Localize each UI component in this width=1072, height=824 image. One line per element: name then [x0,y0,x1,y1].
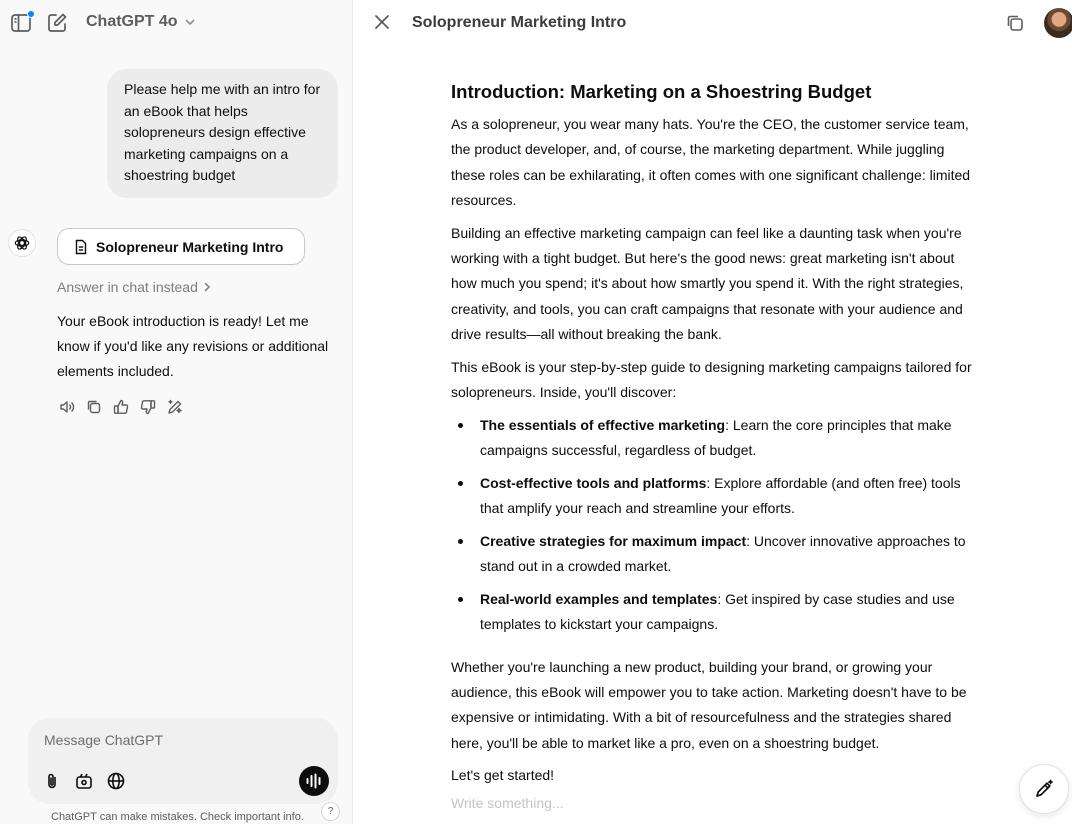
list-item-text: : Explore affordable (and often free) tools that amplify your reach and streamline your efforts. [480,474,961,517]
spacer [451,646,976,655]
attach-icon[interactable] [41,770,63,792]
new-chat-icon[interactable] [46,12,68,34]
list-item-text: : Learn the core principles that make campaigns successful, regardless of budget. [480,416,952,459]
canvas-title: Solopreneur Marketing Intro [412,14,627,31]
canvas-chip-label: Solopreneur Marketing Intro [96,238,284,255]
list-item-text: : Uncover innovative approaches to stand out in a crowded market. [480,532,966,575]
avatar[interactable] [1044,8,1072,38]
thumbs-down-icon[interactable] [138,397,158,417]
list-item-title: The essentials of effective marketing [480,416,726,433]
message-input[interactable] [44,730,304,750]
chevron-right-icon [202,281,212,293]
user-message: Please help me with an intro for an eBook that helps solopreneurs design effective marketing campaigns on a shoestring budget [107,69,338,198]
disclaimer-text: ChatGPT can make mistakes. Check important info. [51,811,304,823]
canvas-panel [354,0,1072,824]
document-heading: Introduction: Marketing on a Shoestring Budget [451,81,872,102]
copy-document-icon[interactable] [1004,12,1026,34]
assistant-message: Your eBook introduction is ready! Let me know if you'd like any revisions or additional elements included. [57,313,329,379]
list-item-text: : Get inspired by case studies and use templates to kickstart your campaigns. [480,591,955,633]
answer-in-chat-label: Answer in chat instead [57,279,198,295]
help-button[interactable]: ? [321,802,340,821]
message-composer [28,718,338,804]
tools-icon[interactable] [73,770,95,792]
list-item-title: Creative strategies for maximum impact [480,532,747,549]
canvas-document[interactable] [451,80,976,796]
write-placeholder[interactable]: Write something... [451,795,564,811]
chat-panel [0,0,353,824]
openai-logo-icon [8,229,36,257]
open-canvas-button[interactable] [57,228,305,265]
web-search-icon[interactable] [105,770,127,792]
chat-header [0,0,352,46]
list-item [451,471,976,522]
thumbs-up-icon[interactable] [111,397,131,417]
sidebar-toggle-icon[interactable] [10,12,32,34]
paragraph: Whether you're launching a new product, building your brand, or growing your audience, this eBook will empower you to take action. Marketing doesn't have to be expensive or intimidating. With a bit of resourcefulness and the strategies shared here, you'll be able to market like a pro, even on a shoestring budget. [451,658,967,751]
paragraph: Building an effective marketing campaign can feel like a daunting task when you're working with a tight budget. But here's the good news: great marketing isn't about how much you spend; it's about how smartly you spend it. With the right strategies, creativity, and tools, you can craft campaigns that resonate with your audience and drive results—all without breaking the bank. [451,224,964,342]
answer-in-chat-link[interactable] [57,279,212,295]
copy-icon[interactable] [84,397,104,417]
read-aloud-icon[interactable] [57,397,77,417]
model-selector[interactable] [86,13,196,31]
model-label: ChatGPT 4o [86,13,178,30]
feature-list [451,413,976,638]
message-actions [57,397,185,417]
list-item [451,413,976,464]
paragraph: Let's get started! [451,767,555,784]
chevron-down-icon [184,16,196,28]
notification-dot [27,10,35,18]
paragraph: This eBook is your step-by-step guide to designing marketing campaigns tailored for solopreneurs. Inside, you'll discover: [451,358,972,400]
list-item [451,587,976,638]
paragraph: As a solopreneur, you wear many hats. You're the CEO, the customer service team, the product developer, and, of course, the marketing department. While juggling these roles can be exhilarating, it often comes with one significant challenge: limited resources. [451,116,971,208]
list-item-title: Real-world examples and templates [480,591,718,608]
document-icon [74,239,88,255]
list-item [451,529,976,580]
pencil-sparkle-icon [1033,778,1055,800]
list-item-title: Cost-effective tools and platforms [480,474,707,491]
close-icon[interactable] [372,12,392,32]
voice-mode-button[interactable] [299,766,329,796]
edit-in-canvas-icon[interactable] [165,397,185,417]
edit-suggestions-button[interactable] [1019,764,1069,814]
voice-waveform-icon [305,773,323,789]
